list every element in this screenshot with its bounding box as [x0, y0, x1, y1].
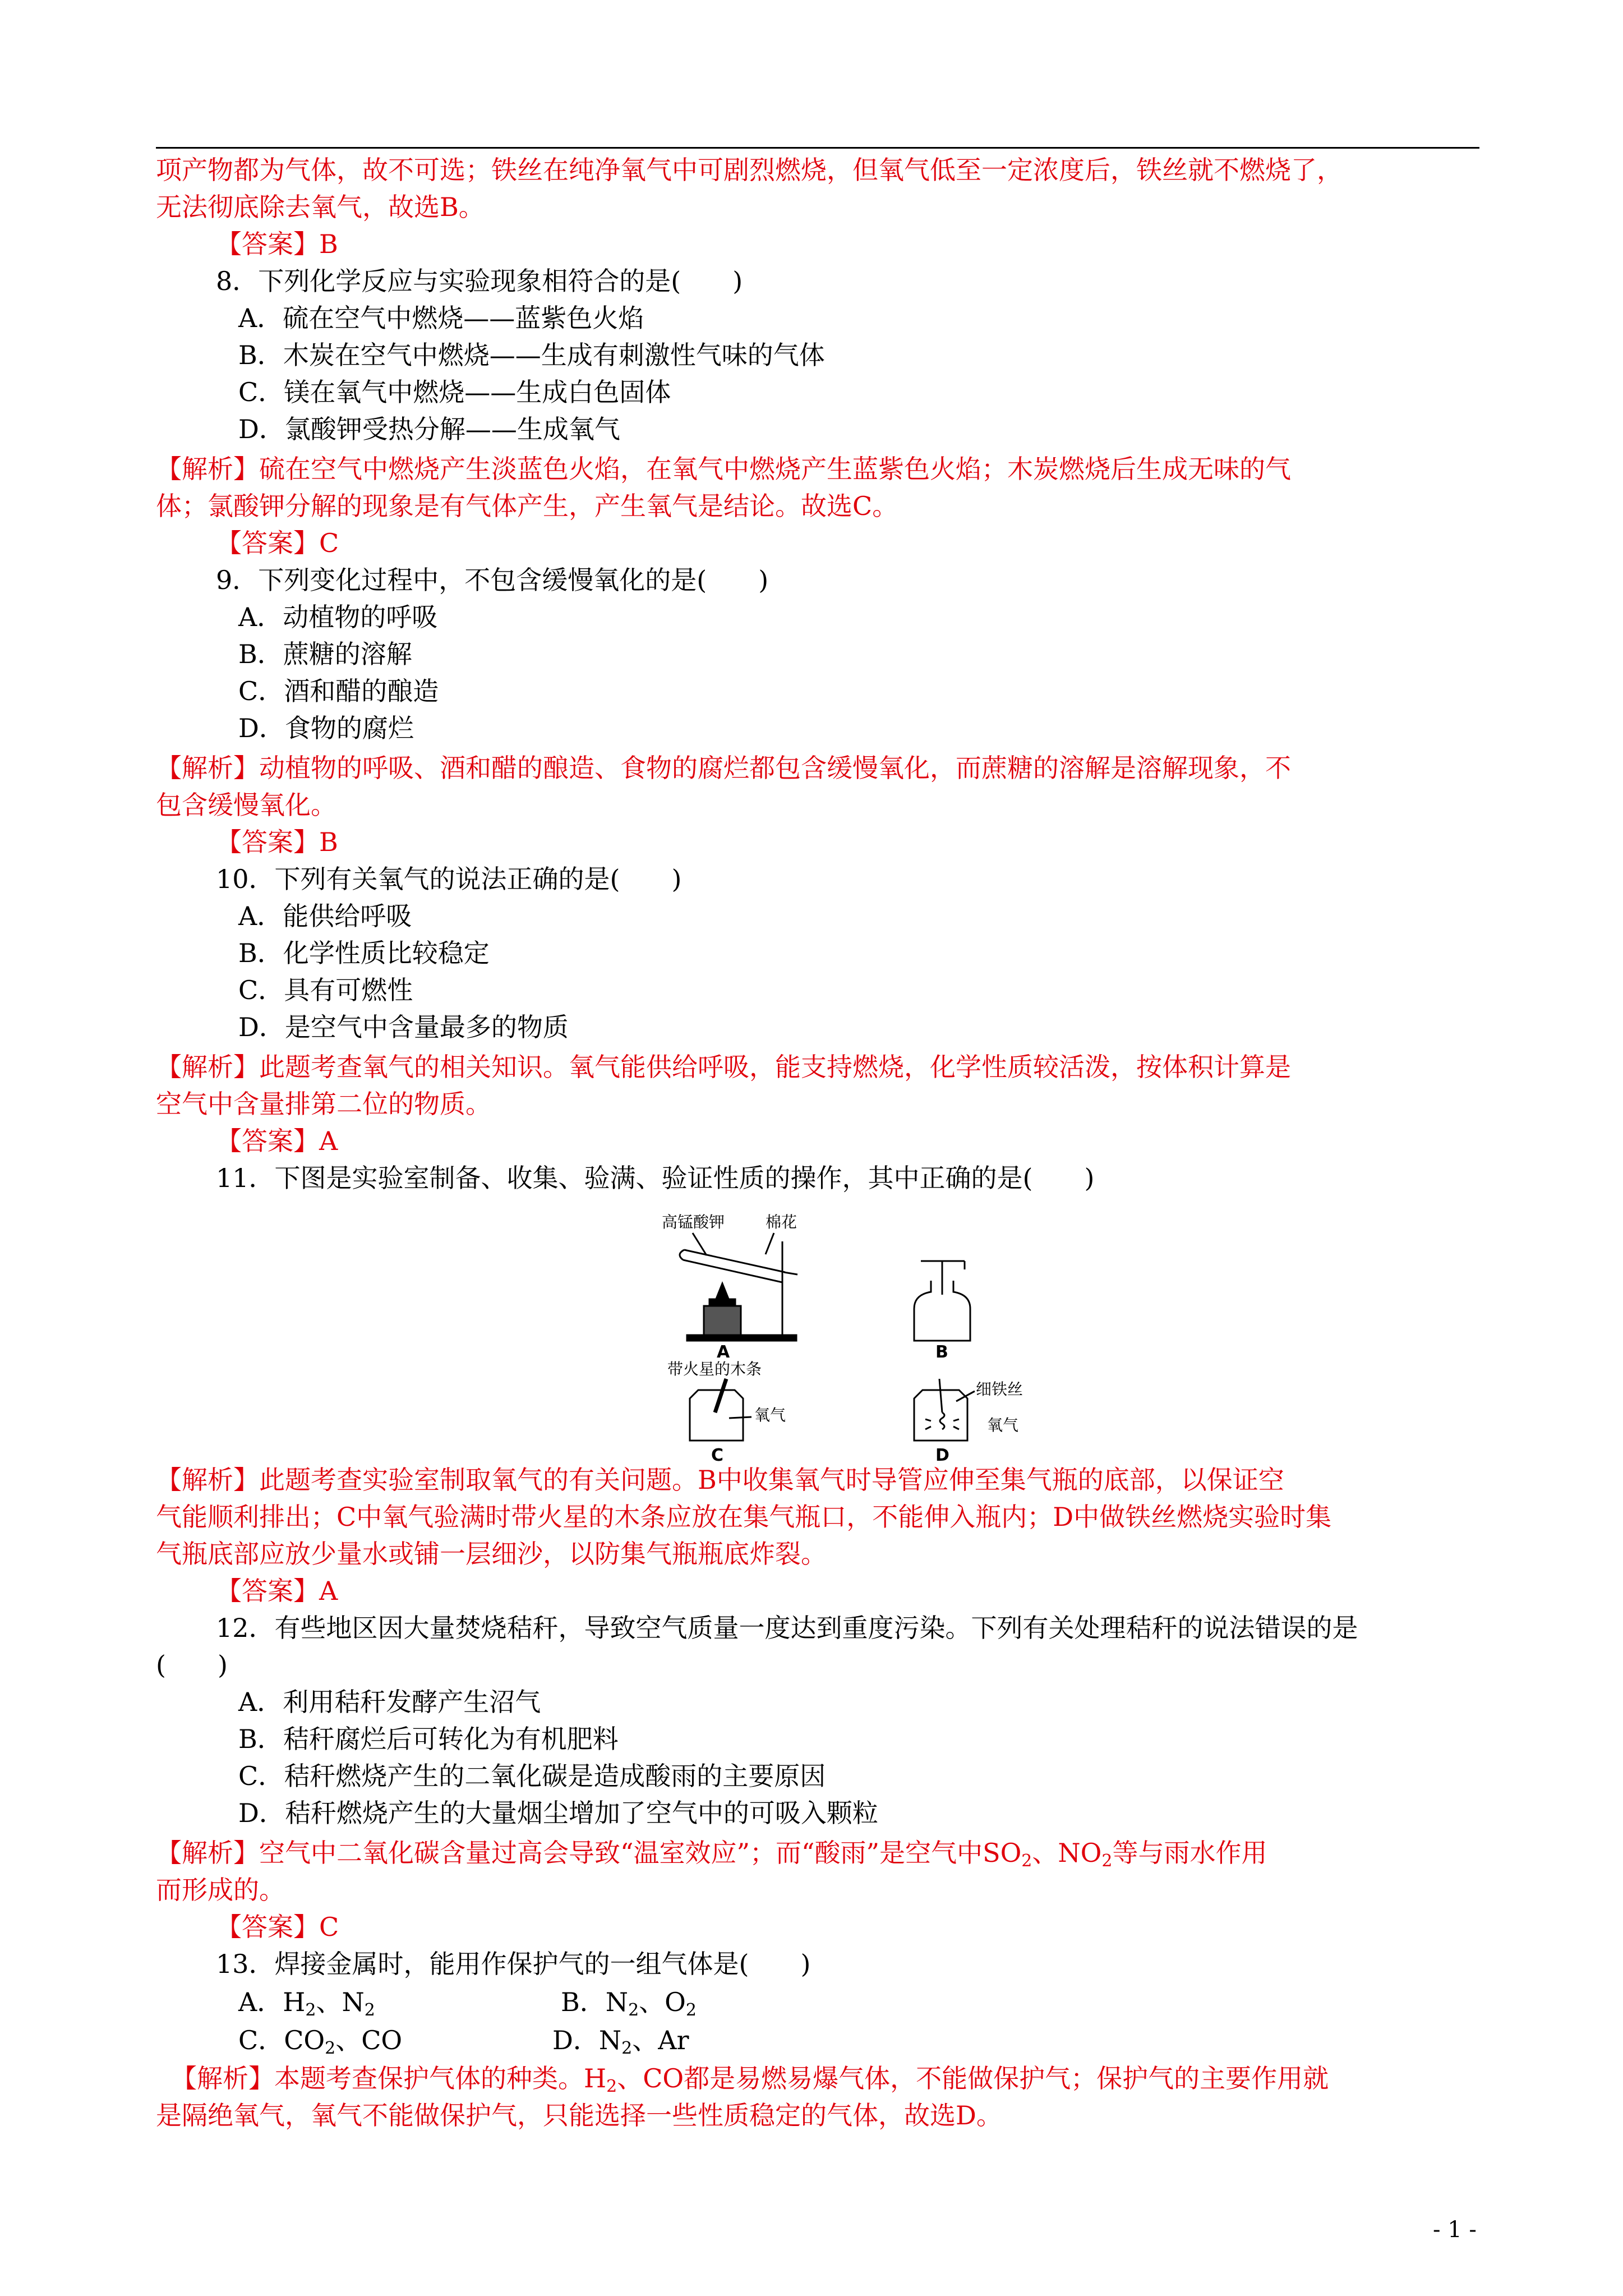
option-9c: C．酒和醋的酿造 — [238, 676, 439, 706]
option-10c: C．具有可燃性 — [238, 975, 413, 1005]
figure-label-cotton: 棉花 — [766, 1213, 797, 1231]
figure-letter-b: B — [935, 1342, 948, 1362]
question-13: 13．焊接金属时，能用作保护气的一组气体是( ) — [216, 1949, 811, 1979]
apparatus-d — [914, 1379, 1023, 1465]
analysis-line: 空气中含量排第二位的物质。 — [156, 1089, 491, 1119]
option-13d: D．$N_2$、Ar — [552, 2025, 689, 2058]
question-8: 8．下列化学反应与实验现象相符合的是( ) — [216, 266, 743, 296]
analysis-line: 【解析】动植物的呼吸、酒和醋的酿造、食物的腐烂都包含缓慢氧化，而蔗糖的溶解是溶解现象，不 — [156, 753, 1291, 783]
analysis-line: 【解析】本题考查保护气体的种类。$H_2$、CO都是易燃易爆气体，不能做保护气；保护气的主要作用就 — [171, 2063, 1329, 2096]
answer-label: 【答案】C — [216, 528, 339, 558]
figure-letter-c: C — [711, 1446, 724, 1465]
question-9: 9．下列变化过程中，不包含缓慢氧化的是( ) — [216, 565, 769, 595]
option-13b: B．$N_2$、$O_2$ — [561, 1987, 697, 2020]
option-9d: D．食物的腐烂 — [238, 713, 414, 743]
analysis-line: 【解析】此题考查实验室制取氧气的有关问题。B中收集氧气时导管应伸至集气瓶的底部，以保证空 — [156, 1465, 1284, 1495]
option-8b: B．木炭在空气中燃烧——生成有刺激性气味的气体 — [238, 340, 825, 370]
option-8a: A．硫在空气中燃烧——蓝紫色火焰 — [238, 303, 644, 333]
apparatus-b — [914, 1261, 970, 1362]
option-12c: C．秸秆燃烧产生的二氧化碳是造成酸雨的主要原因 — [238, 1761, 826, 1791]
analysis-line: 项产物都为气体，故不可选；铁丝在纯净氧气中可剧烈燃烧，但氧气低至一定浓度后，铁丝就不燃烧了， — [156, 155, 1343, 185]
answer-label: 【答案】C — [216, 1912, 339, 1942]
option-12a: A．利用秸秆发酵产生沼气 — [238, 1687, 541, 1717]
option-8d: D．氯酸钾受热分解——生成氧气 — [238, 414, 620, 444]
figure-label-oxygen-c: 氧气 — [754, 1406, 786, 1424]
analysis-line: 【解析】空气中二氧化碳含量过高会导致“温室效应”；而“酸雨”是空气中$SO_2$、$NO_2$等与雨水作用 — [156, 1838, 1267, 1871]
option-13a: A．$H_2$、$N_2$ — [238, 1987, 375, 2020]
option-10a: A．能供给呼吸 — [238, 901, 412, 931]
question-10: 10．下列有关氧气的说法正确的是( ) — [216, 864, 682, 894]
figure-letter-d: D — [935, 1446, 949, 1465]
question-12: 12．有些地区因大量焚烧秸秆，导致空气质量一度达到重度污染。下列有关处理秸秆的说法错误的是 — [216, 1613, 1358, 1643]
analysis-line: 气能顺利排出；C中氧气验满时带火星的木条应放在集气瓶口，不能伸入瓶内；D中做铁丝燃烧实验时集 — [156, 1502, 1332, 1532]
analysis-line: 气瓶底部应放少量水或铺一层细沙，以防集气瓶瓶底炸裂。 — [156, 1539, 827, 1569]
question-12-paren: ( ) — [156, 1650, 228, 1680]
analysis-line: 体；氯酸钾分解的现象是有气体产生，产生氧气是结论。故选C。 — [156, 491, 898, 521]
question-11: 11．下图是实验室制备、收集、验满、验证性质的操作，其中正确的是( ) — [216, 1163, 1095, 1193]
answer-label: 【答案】A — [216, 1126, 338, 1156]
figure-label-oxygen-d: 氧气 — [987, 1416, 1019, 1434]
option-12d: D．秸秆燃烧产生的大量烟尘增加了空气中的可吸入颗粒 — [238, 1798, 878, 1828]
option-13c: C．$CO_2$、CO — [238, 2025, 403, 2058]
figure-label-iron-wire: 细铁丝 — [976, 1380, 1023, 1398]
figure-label-permanganate: 高锰酸钾 — [662, 1213, 725, 1231]
analysis-line: 而形成的。 — [156, 1875, 285, 1905]
figure-letter-a: A — [717, 1342, 730, 1362]
analysis-line: 包含缓慢氧化。 — [156, 790, 336, 820]
option-10d: D．是空气中含量最多的物质 — [238, 1012, 569, 1042]
answer-label: 【答案】A — [216, 1576, 338, 1606]
analysis-line: 【解析】此题考查氧气的相关知识。氧气能供给呼吸，能支持燃烧，化学性质较活泼，按体积计算是 — [156, 1052, 1291, 1082]
header-rule — [156, 147, 1479, 149]
option-8c: C．镁在氧气中燃烧——生成白色固体 — [238, 377, 671, 407]
lab-apparatus-figure — [651, 1211, 1054, 1466]
apparatus-a — [662, 1213, 797, 1362]
option-9b: B．蔗糖的溶解 — [238, 639, 412, 669]
answer-label: 【答案】B — [216, 229, 338, 259]
apparatus-c — [667, 1360, 786, 1465]
analysis-line: 【解析】硫在空气中燃烧产生淡蓝色火焰，在氧气中燃烧产生蓝紫色火焰；木炭燃烧后生成无味的气 — [156, 454, 1291, 484]
option-10b: B．化学性质比较稳定 — [238, 938, 490, 968]
analysis-line: 是隔绝氧气，氧气不能做保护气，只能选择一些性质稳定的气体，故选D。 — [156, 2100, 1002, 2131]
option-9a: A．动植物的呼吸 — [238, 602, 438, 632]
option-12b: B．秸秆腐烂后可转化为有机肥料 — [238, 1724, 619, 1754]
figure-label-splint: 带火星的木条 — [667, 1360, 762, 1378]
analysis-line: 无法彻底除去氧气，故选B。 — [156, 192, 485, 222]
answer-label: 【答案】B — [216, 827, 338, 857]
page-number: - 1 - — [1433, 2217, 1477, 2243]
